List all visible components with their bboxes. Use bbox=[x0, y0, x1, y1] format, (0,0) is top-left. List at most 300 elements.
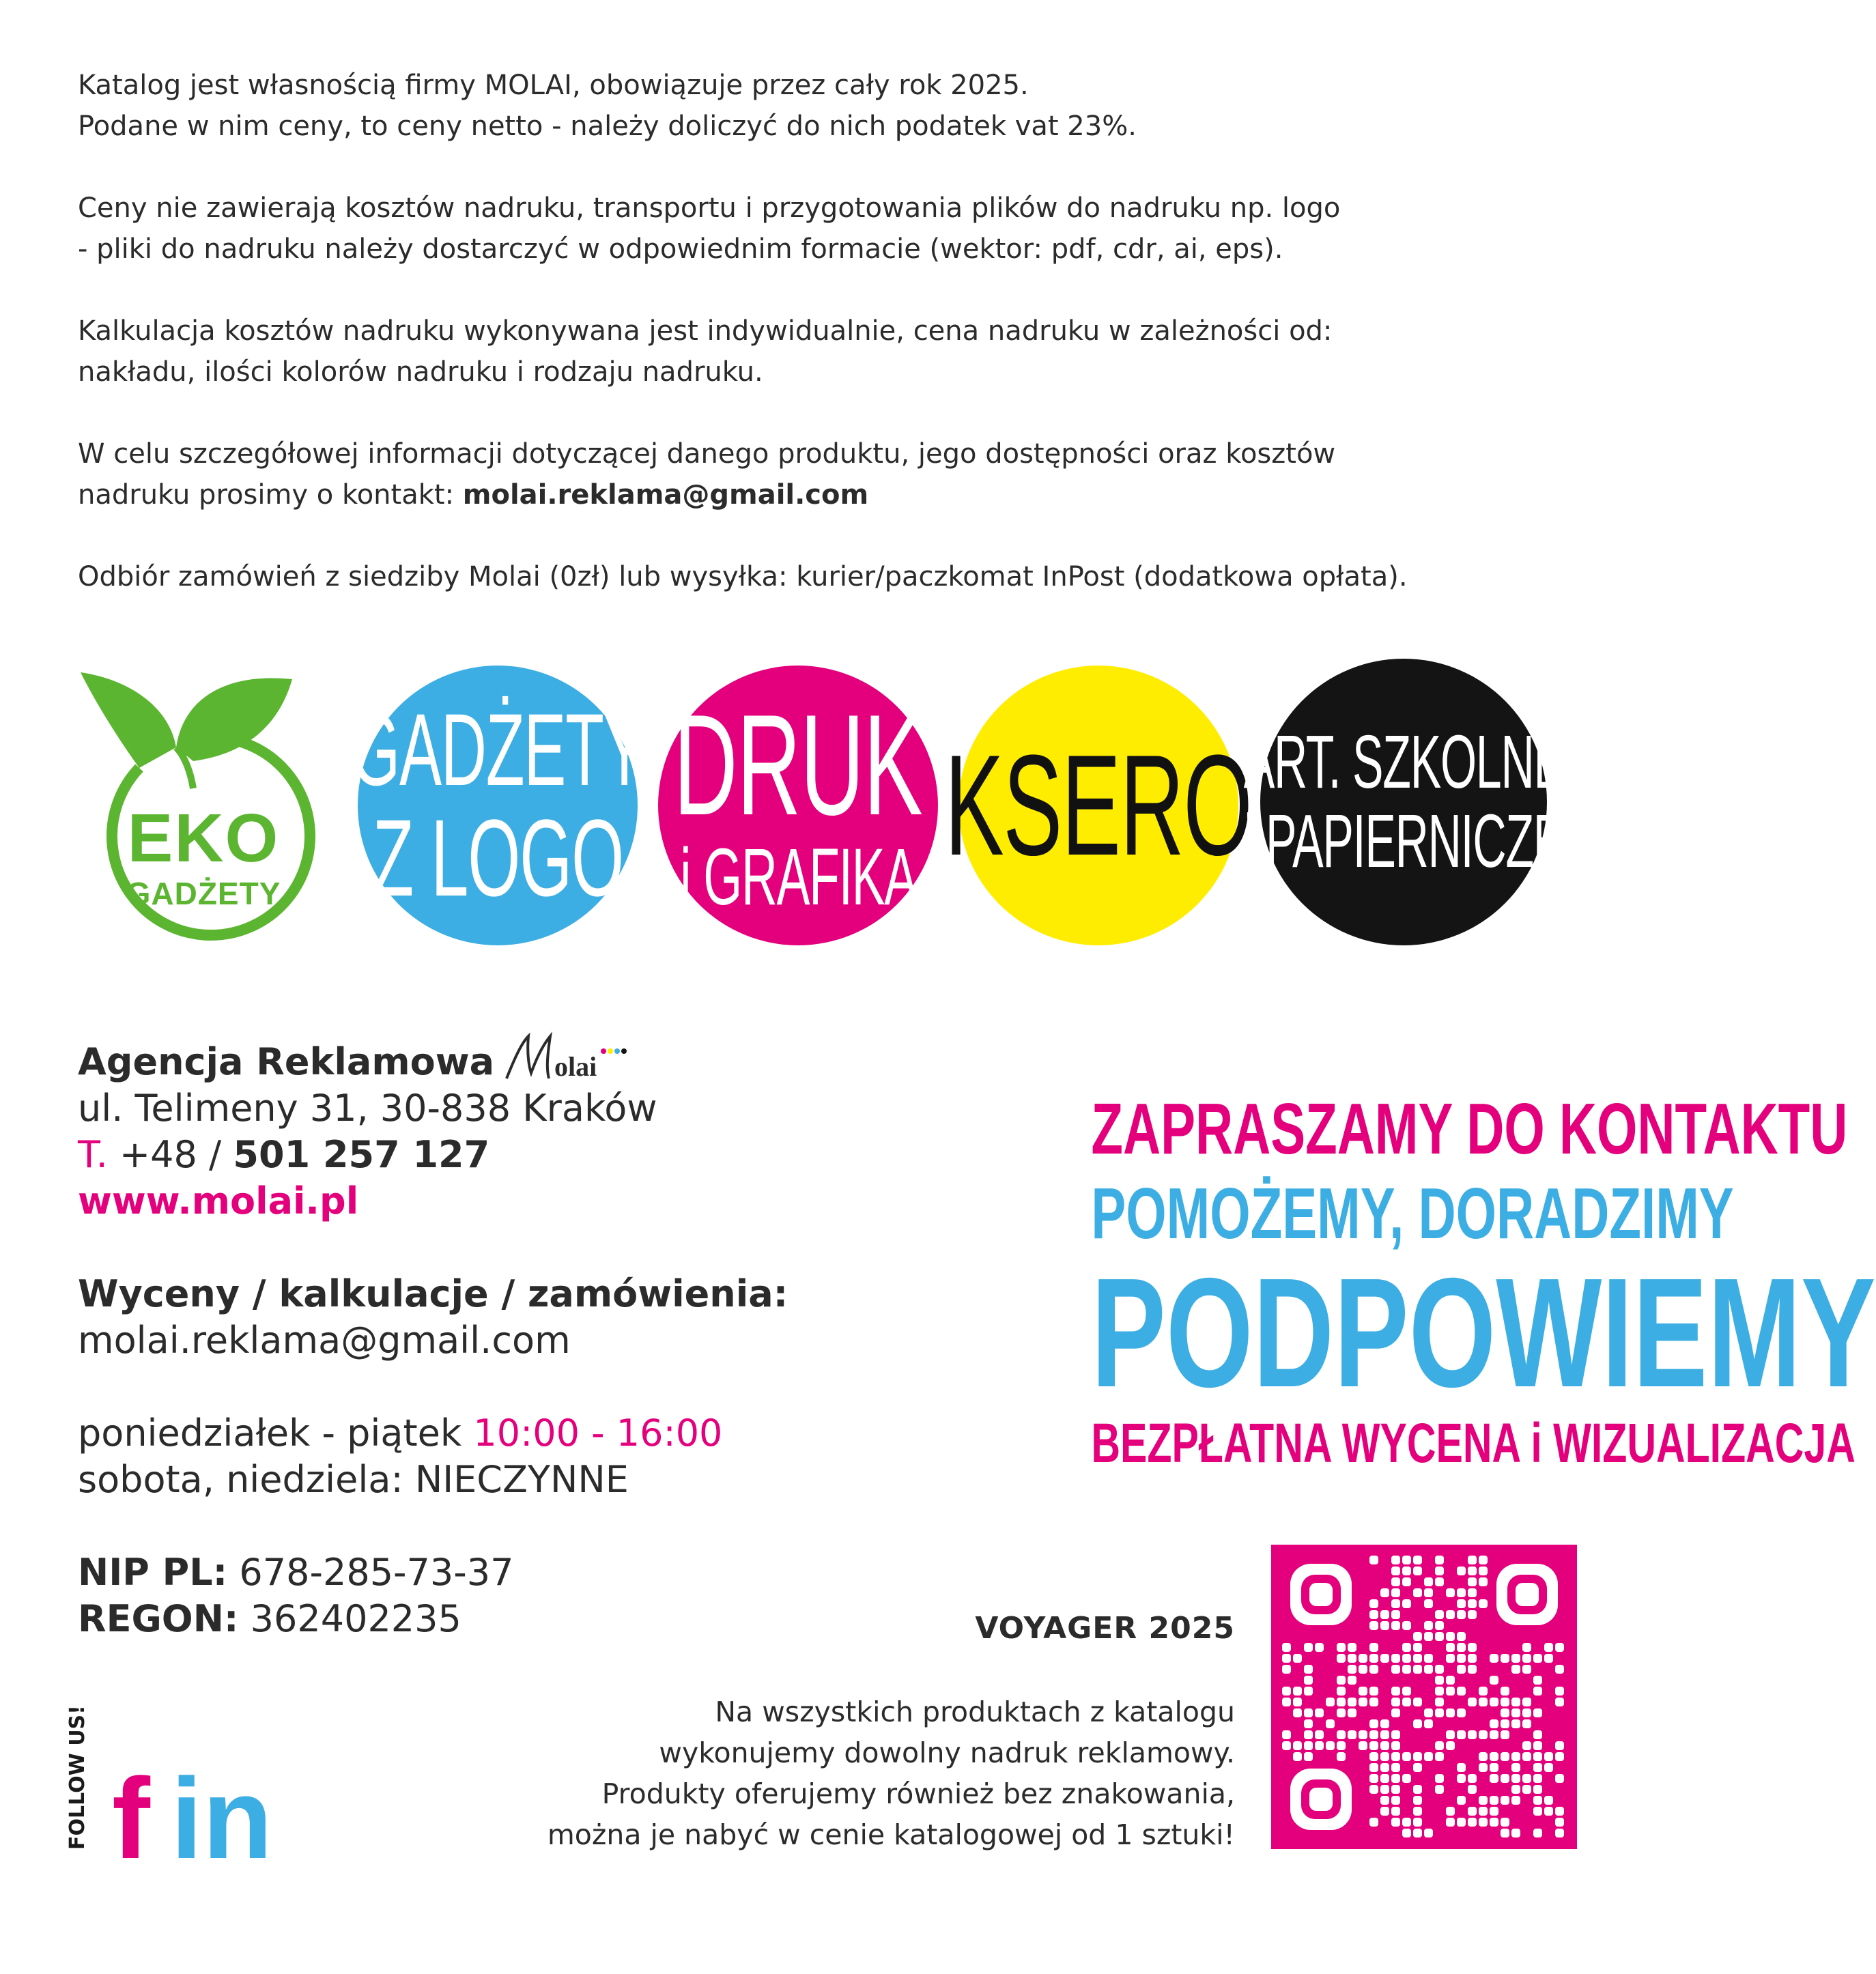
regon-label: REGON: bbox=[78, 1597, 239, 1640]
qr-module bbox=[1446, 1807, 1455, 1816]
qr-module bbox=[1348, 1643, 1356, 1652]
service-circles bbox=[74, 659, 1630, 945]
qr-module bbox=[1511, 1698, 1520, 1706]
qr-module bbox=[1315, 1730, 1324, 1739]
qr-module bbox=[1457, 1708, 1466, 1717]
qr-module bbox=[1315, 1741, 1324, 1750]
qr-module bbox=[1304, 1741, 1313, 1750]
intro-paragraph-1 bbox=[78, 65, 1634, 147]
ksero-title: KSERO bbox=[945, 725, 1252, 885]
phone-line[interactable] bbox=[78, 1132, 795, 1178]
qr-module bbox=[1369, 1556, 1378, 1564]
qr-module bbox=[1413, 1807, 1422, 1816]
intro-email-link[interactable]: molai.reklama@gmail.com bbox=[462, 479, 869, 511]
qr-module bbox=[1435, 1577, 1444, 1586]
qr-module bbox=[1413, 1556, 1422, 1564]
qr-module bbox=[1555, 1741, 1564, 1750]
qr-module bbox=[1479, 1818, 1488, 1827]
qr-module bbox=[1446, 1588, 1455, 1597]
qr-module bbox=[1337, 1752, 1346, 1761]
qr-module bbox=[1435, 1665, 1444, 1674]
qr-module bbox=[1348, 1665, 1356, 1674]
qr-module bbox=[1490, 1719, 1498, 1728]
qr-module bbox=[1468, 1556, 1477, 1564]
qr-module bbox=[1304, 1708, 1313, 1717]
qr-module bbox=[1468, 1818, 1477, 1827]
ksero-circle bbox=[945, 666, 1252, 945]
qr-module bbox=[1391, 1599, 1400, 1608]
intro-line: Podane w nim ceny, to ceny netto - należy doliczyć do nich podatek vat 23%. bbox=[78, 111, 1137, 142]
qr-module bbox=[1468, 1698, 1477, 1706]
qr-module bbox=[1402, 1621, 1411, 1630]
qr-module bbox=[1282, 1741, 1291, 1750]
qr-module bbox=[1369, 1698, 1378, 1706]
eko-subtitle: GADŻETY bbox=[126, 876, 281, 911]
qr-module bbox=[1522, 1665, 1531, 1674]
qr-module bbox=[1490, 1752, 1498, 1761]
qr-module bbox=[1282, 1730, 1291, 1739]
qr-module bbox=[1282, 1665, 1291, 1674]
qr-module bbox=[1391, 1763, 1400, 1772]
qr-module bbox=[1468, 1643, 1477, 1652]
qr-module bbox=[1391, 1556, 1400, 1564]
qr-module bbox=[1435, 1741, 1444, 1750]
intro-line: nadruku prosimy o kontakt: bbox=[78, 479, 463, 511]
gadzety-subtitle: Z LOGO bbox=[372, 797, 623, 919]
qr-module bbox=[1369, 1785, 1378, 1794]
qr-module bbox=[1533, 1796, 1542, 1805]
qr-module bbox=[1533, 1807, 1542, 1816]
qr-module bbox=[1369, 1752, 1378, 1761]
intro-paragraph-5 bbox=[78, 556, 1634, 597]
qr-module bbox=[1555, 1752, 1564, 1761]
qr-module bbox=[1369, 1687, 1378, 1696]
qr-module bbox=[1457, 1818, 1466, 1827]
qr-module bbox=[1391, 1785, 1400, 1794]
qr-module bbox=[1457, 1610, 1466, 1619]
qr-module bbox=[1282, 1698, 1291, 1706]
qr-module bbox=[1413, 1763, 1422, 1772]
druk-subtitle: i GRAFIKA bbox=[679, 832, 917, 922]
qr-module bbox=[1369, 1763, 1378, 1772]
qr-module bbox=[1337, 1741, 1346, 1750]
weekend-hours: sobota, niedziela: NIECZYNNE bbox=[78, 1458, 629, 1501]
qr-module bbox=[1337, 1676, 1346, 1685]
gadzety-title: GADŻETY bbox=[350, 692, 645, 807]
qr-module bbox=[1391, 1708, 1400, 1717]
qr-module bbox=[1435, 1621, 1444, 1630]
qr-module bbox=[1380, 1588, 1389, 1597]
qr-code[interactable] bbox=[1271, 1545, 1577, 1849]
qr-module bbox=[1490, 1818, 1498, 1827]
qr-module bbox=[1446, 1730, 1455, 1739]
orders-label: Wyceny / kalkulacje / zamówienia: bbox=[78, 1272, 788, 1315]
address: ul. Telimeny 31, 30-838 Kraków bbox=[78, 1087, 657, 1130]
qr-module bbox=[1533, 1708, 1542, 1717]
intro-paragraph-3 bbox=[78, 311, 1634, 392]
qr-module bbox=[1359, 1730, 1367, 1739]
qr-module bbox=[1501, 1796, 1509, 1805]
qr-module bbox=[1479, 1796, 1488, 1805]
intro-paragraph-4 bbox=[78, 433, 1634, 515]
qr-module bbox=[1468, 1567, 1477, 1575]
qr-module bbox=[1468, 1588, 1477, 1597]
qr-module bbox=[1369, 1621, 1378, 1630]
qr-module bbox=[1380, 1741, 1389, 1750]
contact-block bbox=[78, 1031, 795, 1642]
qr-module bbox=[1468, 1785, 1477, 1794]
qr-module bbox=[1380, 1774, 1389, 1783]
qr-module bbox=[1424, 1577, 1433, 1586]
qr-module bbox=[1555, 1698, 1564, 1706]
qr-module bbox=[1511, 1763, 1520, 1772]
qr-module bbox=[1380, 1621, 1389, 1630]
qr-module bbox=[1501, 1829, 1509, 1837]
qr-module bbox=[1413, 1785, 1422, 1794]
qr-module bbox=[1304, 1676, 1313, 1685]
qr-module bbox=[1479, 1752, 1488, 1761]
qr-module bbox=[1522, 1774, 1531, 1783]
qr-module bbox=[1457, 1665, 1466, 1674]
qr-module bbox=[1391, 1654, 1400, 1663]
qr-module bbox=[1446, 1741, 1455, 1750]
qr-module bbox=[1337, 1654, 1346, 1663]
qr-module bbox=[1391, 1621, 1400, 1630]
website-link[interactable]: www.molai.pl bbox=[78, 1179, 359, 1222]
qr-module bbox=[1555, 1774, 1564, 1783]
qr-module bbox=[1413, 1829, 1422, 1837]
qr-module bbox=[1380, 1654, 1389, 1663]
slogan-line-2: POMOŻEMY, DORADZIMY bbox=[1091, 1173, 1734, 1254]
qr-module bbox=[1533, 1785, 1542, 1794]
qr-module bbox=[1468, 1599, 1477, 1608]
qr-module bbox=[1457, 1567, 1466, 1575]
qr-module bbox=[1413, 1698, 1422, 1706]
qr-module bbox=[1413, 1796, 1422, 1805]
qr-module bbox=[1402, 1577, 1411, 1586]
qr-module bbox=[1391, 1807, 1400, 1816]
qr-module bbox=[1369, 1610, 1378, 1619]
qr-module bbox=[1348, 1654, 1356, 1663]
qr-module bbox=[1348, 1676, 1356, 1685]
qr-module bbox=[1457, 1632, 1466, 1641]
qr-module bbox=[1413, 1752, 1422, 1761]
qr-module bbox=[1511, 1719, 1520, 1728]
qr-module bbox=[1501, 1698, 1509, 1706]
qr-module bbox=[1457, 1654, 1466, 1663]
qr-module bbox=[1468, 1654, 1477, 1663]
qr-module bbox=[1490, 1698, 1498, 1706]
molai-logo bbox=[501, 1031, 631, 1085]
qr-module bbox=[1479, 1577, 1488, 1586]
qr-module bbox=[1402, 1665, 1411, 1674]
qr-module bbox=[1446, 1708, 1455, 1717]
qr-module bbox=[1490, 1796, 1498, 1805]
qr-module bbox=[1282, 1687, 1291, 1696]
qr-module bbox=[1533, 1829, 1542, 1837]
qr-module bbox=[1424, 1719, 1433, 1728]
qr-module bbox=[1435, 1567, 1444, 1575]
agency-name: Agencja Reklamowa bbox=[78, 1040, 495, 1083]
qr-module bbox=[1490, 1763, 1498, 1772]
qr-module bbox=[1479, 1730, 1488, 1739]
qr-module bbox=[1457, 1774, 1466, 1783]
qr-module bbox=[1391, 1818, 1400, 1827]
note-line: Produkty oferujemy również bez znakowania, bbox=[601, 1777, 1235, 1810]
qr-module bbox=[1490, 1654, 1498, 1663]
qr-module bbox=[1424, 1621, 1433, 1630]
qr-module bbox=[1304, 1643, 1313, 1652]
qr-module bbox=[1326, 1741, 1335, 1750]
qr-module bbox=[1402, 1643, 1411, 1652]
qr-module bbox=[1337, 1730, 1346, 1739]
slogan-line-4: BEZPŁATNA WYCENA i WIZUALIZACJA bbox=[1091, 1412, 1856, 1474]
qr-module bbox=[1402, 1654, 1411, 1663]
qr-module bbox=[1293, 1708, 1302, 1717]
art-title: ART. SZKOLNE bbox=[1243, 720, 1564, 804]
qr-module bbox=[1391, 1752, 1400, 1761]
qr-module bbox=[1304, 1730, 1313, 1739]
art-szkolne-circle bbox=[1243, 659, 1564, 945]
qr-module bbox=[1369, 1741, 1378, 1750]
qr-module bbox=[1369, 1643, 1378, 1652]
qr-module bbox=[1424, 1632, 1433, 1641]
qr-module bbox=[1446, 1610, 1455, 1619]
qr-module bbox=[1533, 1687, 1542, 1696]
qr-module bbox=[1511, 1752, 1520, 1761]
qr-module bbox=[1544, 1807, 1553, 1816]
qr-module bbox=[1479, 1698, 1488, 1706]
qr-module bbox=[1293, 1687, 1302, 1696]
qr-module bbox=[1511, 1785, 1520, 1794]
qr-module bbox=[1490, 1676, 1498, 1685]
qr-module bbox=[1479, 1807, 1488, 1816]
qr-module bbox=[1555, 1829, 1564, 1837]
qr-module bbox=[1402, 1687, 1411, 1696]
qr-module bbox=[1446, 1654, 1455, 1663]
qr-module bbox=[1391, 1577, 1400, 1586]
follow-us-label: FOLLOW US! bbox=[66, 1705, 89, 1850]
hours-days: poniedziałek - piątek bbox=[78, 1412, 462, 1455]
intro-line: nakładu, ilości kolorów nadruku i rodzaju nadruku. bbox=[78, 356, 763, 388]
qr-module bbox=[1468, 1774, 1477, 1783]
qr-module bbox=[1304, 1687, 1313, 1696]
qr-module bbox=[1424, 1665, 1433, 1674]
hours-time: 10:00 - 16:00 bbox=[473, 1412, 723, 1455]
qr-module bbox=[1369, 1719, 1378, 1728]
qr-module bbox=[1304, 1665, 1313, 1674]
facebook-icon[interactable]: f bbox=[112, 1754, 150, 1883]
qr-module bbox=[1479, 1556, 1488, 1564]
qr-module bbox=[1348, 1698, 1356, 1706]
qr-module bbox=[1359, 1654, 1367, 1663]
svg-text:olai: olai bbox=[554, 1051, 597, 1082]
qr-module bbox=[1533, 1763, 1542, 1772]
qr-module bbox=[1424, 1599, 1433, 1608]
qr-module bbox=[1391, 1567, 1400, 1575]
qr-module bbox=[1402, 1599, 1411, 1608]
note-line: wykonujemy dowolny nadruk reklamowy. bbox=[659, 1736, 1235, 1769]
qr-module bbox=[1522, 1643, 1531, 1652]
qr-module bbox=[1348, 1708, 1356, 1717]
slogan-line-3: PODPOWIEMY bbox=[1091, 1246, 1876, 1420]
qr-module bbox=[1337, 1687, 1346, 1696]
qr-module bbox=[1555, 1818, 1564, 1827]
qr-module bbox=[1369, 1599, 1378, 1608]
qr-module bbox=[1369, 1654, 1378, 1663]
qr-module bbox=[1391, 1774, 1400, 1783]
qr-module bbox=[1435, 1676, 1444, 1685]
qr-module bbox=[1391, 1698, 1400, 1706]
qr-module bbox=[1501, 1774, 1509, 1783]
qr-module bbox=[1424, 1829, 1433, 1837]
qr-module bbox=[1326, 1719, 1335, 1728]
qr-module bbox=[1501, 1708, 1509, 1717]
qr-module bbox=[1522, 1708, 1531, 1717]
qr-module bbox=[1490, 1807, 1498, 1816]
qr-module bbox=[1501, 1752, 1509, 1761]
qr-module bbox=[1369, 1774, 1378, 1783]
intro-text bbox=[78, 65, 1634, 597]
qr-module bbox=[1413, 1588, 1422, 1597]
qr-module bbox=[1380, 1610, 1389, 1619]
phone-number[interactable]: 501 257 127 bbox=[233, 1133, 490, 1176]
qr-module bbox=[1501, 1818, 1509, 1827]
note-line: Na wszystkich produktach z katalogu bbox=[715, 1696, 1235, 1728]
gadzety-z-logo-circle bbox=[350, 666, 645, 945]
qr-module bbox=[1479, 1687, 1488, 1696]
qr-module bbox=[1435, 1687, 1444, 1696]
druk-title: DRUK bbox=[674, 685, 922, 845]
qr-module bbox=[1424, 1752, 1433, 1761]
qr-code-icon bbox=[1271, 1545, 1577, 1849]
phone-prefix: +48 / bbox=[119, 1133, 222, 1176]
intro-line: Odbiór zamówień z siedziby Molai (0zł) lub wysyłka: kurier/paczkomat InPost (dodatkowa opłata). bbox=[78, 561, 1408, 592]
qr-module bbox=[1435, 1610, 1444, 1619]
qr-module bbox=[1359, 1698, 1367, 1706]
qr-module bbox=[1457, 1763, 1466, 1772]
qr-module bbox=[1380, 1719, 1389, 1728]
qr-module bbox=[1533, 1752, 1542, 1761]
qr-module bbox=[1391, 1730, 1400, 1739]
qr-module bbox=[1380, 1807, 1389, 1816]
intro-line: W celu szczegółowej informacji dotyczącej danego produktu, jego dostępności oraz kosztów bbox=[78, 438, 1336, 470]
qr-module bbox=[1391, 1741, 1400, 1750]
qr-module bbox=[1391, 1796, 1400, 1805]
qr-module bbox=[1369, 1818, 1378, 1827]
qr-module bbox=[1533, 1676, 1542, 1685]
qr-module bbox=[1457, 1796, 1466, 1805]
qr-module bbox=[1457, 1643, 1466, 1652]
qr-module bbox=[1522, 1698, 1531, 1706]
phone-label: T. bbox=[78, 1133, 108, 1176]
qr-module bbox=[1522, 1752, 1531, 1761]
qr-module bbox=[1457, 1599, 1466, 1608]
qr-module bbox=[1402, 1567, 1411, 1575]
qr-module bbox=[1359, 1687, 1367, 1696]
intro-line: - pliki do nadruku należy dostarczyć w odpowiednim formacie (wektor: pdf, cdr, ai, eps). bbox=[78, 233, 1283, 265]
qr-module bbox=[1337, 1708, 1346, 1717]
qr-module bbox=[1391, 1665, 1400, 1674]
intro-line: Katalog jest własnością firmy MOLAI, obowiązuje przez cały rok 2025. bbox=[78, 70, 1029, 101]
qr-module bbox=[1457, 1730, 1466, 1739]
qr-module bbox=[1479, 1567, 1488, 1575]
qr-module bbox=[1413, 1643, 1422, 1652]
qr-module bbox=[1380, 1796, 1389, 1805]
qr-module bbox=[1424, 1708, 1433, 1717]
qr-module bbox=[1522, 1785, 1531, 1794]
qr-module bbox=[1402, 1829, 1411, 1837]
qr-module bbox=[1359, 1665, 1367, 1674]
qr-module bbox=[1446, 1818, 1455, 1827]
social-links bbox=[112, 1754, 273, 1883]
catalog-name: VOYAGER 2025 bbox=[975, 1611, 1235, 1646]
qr-module bbox=[1511, 1665, 1520, 1674]
qr-module bbox=[1391, 1588, 1400, 1597]
qr-module bbox=[1555, 1665, 1564, 1674]
nip-value: 678-285-73-37 bbox=[239, 1551, 514, 1594]
qr-module bbox=[1413, 1818, 1422, 1827]
linkedin-icon[interactable]: in bbox=[170, 1754, 273, 1883]
qr-module bbox=[1424, 1654, 1433, 1663]
qr-module bbox=[1304, 1719, 1313, 1728]
qr-module bbox=[1380, 1730, 1389, 1739]
qr-module bbox=[1435, 1752, 1444, 1761]
qr-module bbox=[1402, 1556, 1411, 1564]
qr-module bbox=[1511, 1708, 1520, 1717]
qr-module bbox=[1446, 1643, 1455, 1652]
qr-module bbox=[1402, 1774, 1411, 1783]
qr-module bbox=[1282, 1643, 1291, 1652]
nip-label: NIP PL: bbox=[78, 1551, 228, 1594]
qr-module bbox=[1293, 1741, 1302, 1750]
qr-module bbox=[1315, 1708, 1324, 1717]
qr-module bbox=[1468, 1577, 1477, 1586]
qr-module bbox=[1511, 1796, 1520, 1805]
qr-module bbox=[1468, 1665, 1477, 1674]
qr-module bbox=[1501, 1687, 1509, 1696]
qr-module bbox=[1402, 1818, 1411, 1827]
art-subtitle: i PAPIERNICZE bbox=[1244, 799, 1563, 883]
qr-module bbox=[1511, 1774, 1520, 1783]
qr-module bbox=[1402, 1752, 1411, 1761]
qr-module bbox=[1304, 1752, 1313, 1761]
qr-module bbox=[1446, 1676, 1455, 1685]
agency-line bbox=[78, 1031, 795, 1085]
regon-value: 362402235 bbox=[250, 1597, 461, 1640]
qr-module bbox=[1533, 1654, 1542, 1663]
qr-module bbox=[1326, 1698, 1335, 1706]
orders-email-link[interactable]: molai.reklama@gmail.com bbox=[78, 1319, 571, 1362]
hours-line bbox=[78, 1410, 795, 1457]
qr-module bbox=[1468, 1610, 1477, 1619]
qr-module bbox=[1424, 1588, 1433, 1597]
note-line: można je nabyć w cenie katalogowej od 1 sztuki! bbox=[547, 1818, 1235, 1851]
qr-module bbox=[1413, 1632, 1422, 1641]
qr-module bbox=[1544, 1763, 1553, 1772]
qr-module bbox=[1522, 1741, 1531, 1750]
qr-module bbox=[1435, 1632, 1444, 1641]
qr-module bbox=[1544, 1796, 1553, 1805]
qr-module bbox=[1413, 1665, 1422, 1674]
slogan-line-1: ZAPRASZAMY DO KONTAKTU bbox=[1091, 1089, 1848, 1169]
qr-module bbox=[1501, 1730, 1509, 1739]
intro-line: Kalkulacja kosztów nadruku wykonywana jest indywidualnie, cena nadruku w zależności od: bbox=[78, 315, 1333, 347]
qr-module bbox=[1413, 1567, 1422, 1575]
qr-module bbox=[1468, 1807, 1477, 1816]
qr-module bbox=[1522, 1719, 1531, 1728]
qr-module bbox=[1533, 1730, 1542, 1739]
